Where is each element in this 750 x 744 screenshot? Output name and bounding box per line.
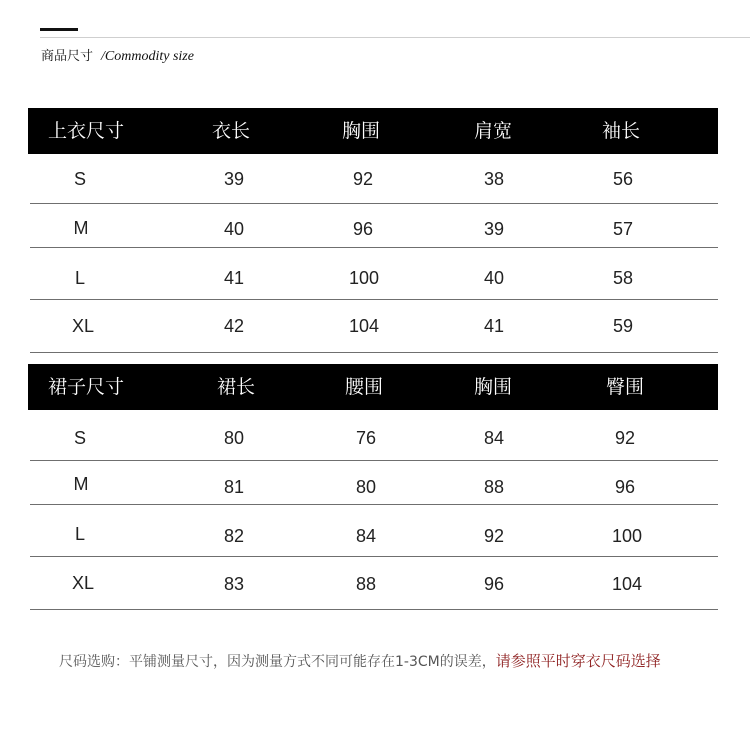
value-cell: 92 [483,526,505,546]
value-cell: 39 [483,219,505,239]
value-cell: 104 [611,574,643,594]
value-cell: 82 [223,526,245,546]
value-cell: 76 [355,428,377,448]
note-text: 尺码选购：平铺测量尺寸，因为测量方式不同可能存在1-3CM的误差， [59,654,496,670]
size-cell: XL [71,316,95,336]
size-cell: S [73,169,87,189]
table-row [30,204,718,248]
value-cell: 80 [223,428,245,448]
header-cell: 裙长 [216,376,256,398]
size-note [59,650,661,671]
value-cell: 58 [612,268,634,288]
value-cell: 56 [612,169,634,189]
section-heading [41,45,194,65]
table-header [28,364,718,410]
header-cell: 袖长 [601,120,641,142]
table-header [28,108,718,154]
value-cell: 42 [223,316,245,336]
table-row [30,505,718,557]
value-cell: 39 [223,169,245,189]
heading-divider [40,37,750,38]
header-cell: 胸围 [341,120,381,142]
size-cell: M [73,218,89,238]
value-cell: 59 [612,316,634,336]
skirt-size-table [28,364,718,610]
value-cell: 80 [355,477,377,497]
value-cell: 84 [355,526,377,546]
header-cell: 胸围 [473,376,513,398]
value-cell: 41 [223,268,245,288]
value-cell: 88 [355,574,377,594]
table-row [30,300,718,353]
value-cell: 40 [483,268,505,288]
header-cell: 臀围 [605,376,645,398]
value-cell: 100 [348,268,380,288]
value-cell: 38 [483,169,505,189]
header-cell: 肩宽 [473,120,513,142]
heading-accent-bar [40,28,78,31]
value-cell: 88 [483,477,505,497]
size-cell: L [74,268,86,288]
value-cell: 96 [352,219,374,239]
value-cell: 100 [611,526,643,546]
value-cell: 92 [352,169,374,189]
size-cell: L [74,524,86,544]
table-row [30,461,718,505]
header-cell: 衣长 [211,120,251,142]
size-cell: XL [71,573,95,593]
value-cell: 92 [614,428,636,448]
header-cell: 上衣尺寸 [48,120,125,142]
value-cell: 84 [483,428,505,448]
note-highlight: 请参照平时穿衣尺码选择 [495,652,661,670]
value-cell: 83 [223,574,245,594]
table-row [30,557,718,610]
header-cell: 裙子尺寸 [48,376,125,398]
value-cell: 81 [223,477,245,497]
value-cell: 40 [223,219,245,239]
table-row [30,248,718,300]
heading-cn: 商品尺寸 [41,49,94,64]
value-cell: 104 [348,316,380,336]
top-size-table [28,108,718,353]
value-cell: 41 [483,316,505,336]
value-cell: 96 [614,477,636,497]
header-cell: 腰围 [344,376,384,398]
table-row [30,154,718,204]
value-cell: 96 [483,574,505,594]
heading-en: /Commodity size [101,49,194,64]
table-row [30,410,718,461]
value-cell: 57 [612,219,634,239]
size-cell: M [73,474,89,494]
size-cell: S [73,428,87,448]
